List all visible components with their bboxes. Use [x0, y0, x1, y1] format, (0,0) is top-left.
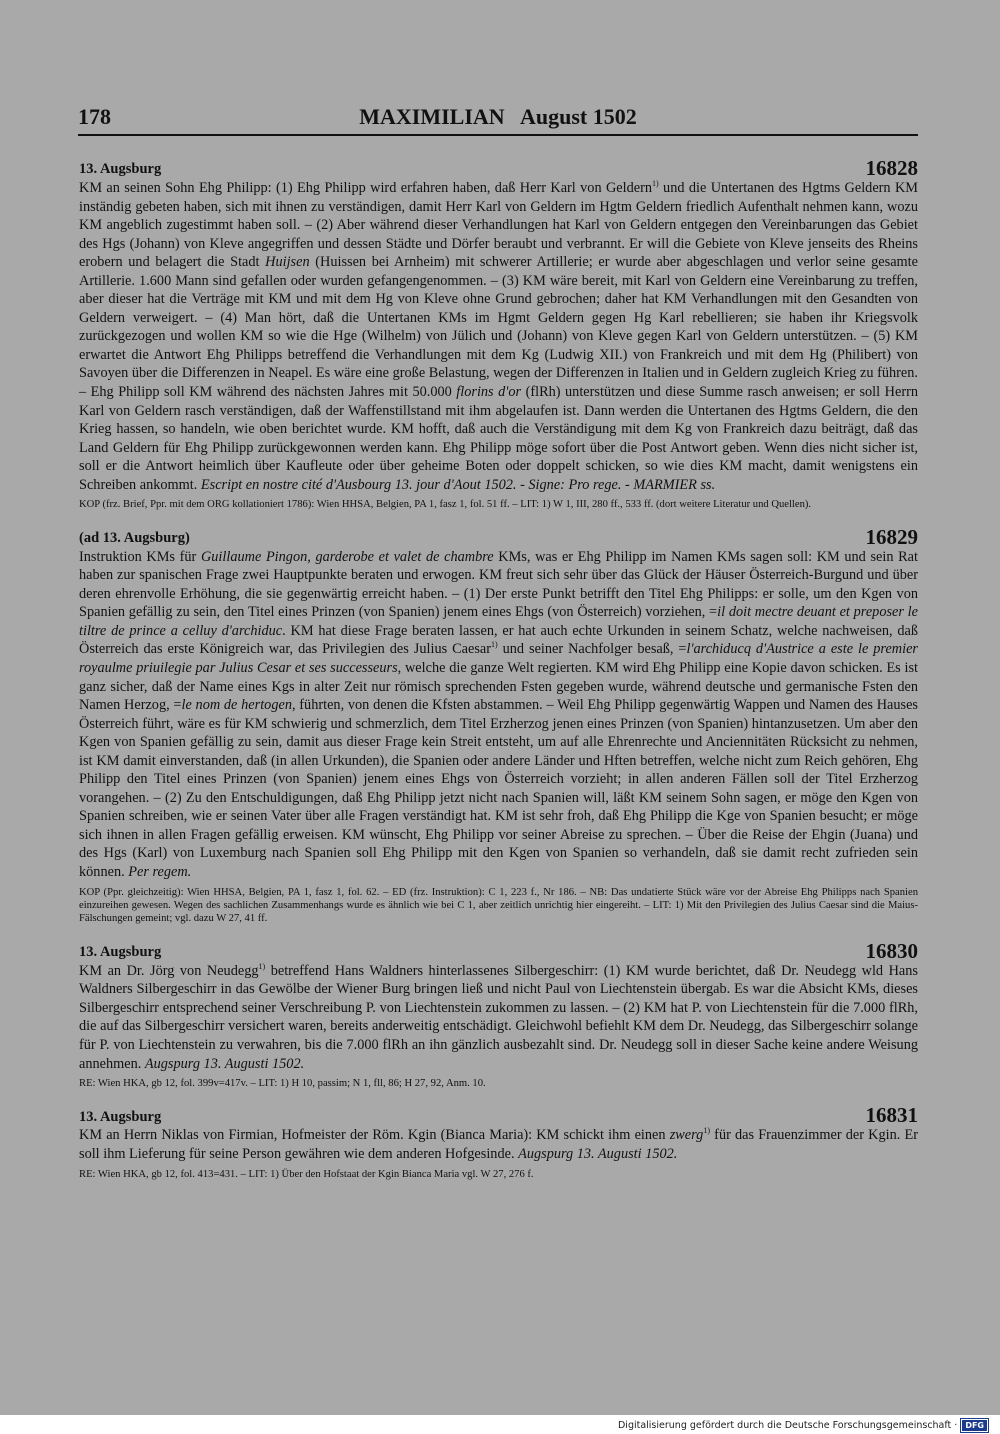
entry-heading — [79, 524, 918, 549]
entry-body: KM an Herrn Niklas von Firmian, Hofmeister der Röm. Kgin (Bianca Maria): KM schickt ihm einen zwerg$^{1)}$ für das Frauenzimmer der Kgin. Er soll ihm Lieferung für seine Person gewähren wie dem anderen Hofgesinde. Augspurg 13. Augusti 1502. — [79, 1126, 919, 1162]
entry-body: KM an Dr. Jörg von Neudegg$^{1)}$ betreffend Hans Waldners hinterlassenes Silbergeschirr: (1) KM wurde berichtet, daß Dr. Neudegg wld Hans Waldners Silbergeschirr in das Gewölbe der Wiener Burg bringen ließ und nicht Paul von Liechtenstein übergab. Es war die Absicht KMs, dieses Silbergeschirr entsprechend seiner Verschreibung P. von Liechtenstein zukommen zu lassen. – (2) KM hat P. von Liechtenstein für die 7.000 flRh, die auf das Silbergeschirr versichert waren, bereits anderweitig entschädigt. Gleichwohl befiehlt KM dem Dr. Neudegg, das Silbergeschirr solange für P. von Liechtenstein zu verwahren, bis die 7.000 flRh an ihn gänzlich ausbezahlt sind. Dr. Neudegg soll in dieser Sache keine andere Weisung annehmen. Augspurg 13. Augusti 1502. — [79, 962, 918, 1072]
entry-source-note: KOP (frz. Brief, Ppr. mit dem ORG kollationiert 1786): Wien HHSA, Belgien, PA 1, fasz 1, fol. 51 ff. – LIT: 1) W 1, III, 280 ff., 533 ff. (dort weitere Literatur und Quellen). — [79, 499, 812, 511]
entry-number: 16831 — [865, 1103, 918, 1128]
page-number: 178 — [78, 104, 111, 129]
entry-number: 16829 — [865, 524, 918, 549]
footer-credit — [618, 1418, 988, 1432]
entry-date-place: 13. Augsburg — [79, 161, 162, 178]
regest-entry — [79, 524, 918, 926]
regest-entry — [79, 1105, 918, 1181]
running-title: MAXIMILIAN August 1502 — [359, 104, 637, 129]
entry-source-note: KOP (Ppr. gleichzeitig): Wien HHSA, Belgien, PA 1, fasz 1, fol. 62. – ED (frz. Instruktion): C 1, 223 f., Nr 186. – NB: Das undatierte Stück wäre vor der Abreise Ehg Philipps nach Spanien einzureihen gewesen. Wegen des sachlichen Zusammenhangs wurde es ähnlich wie bei C 1, aber zeitlich unrichtig hier eingereiht. – LIT: 1) Mit den Privilegien des Julius Caesar sind die Maius-Fälschungen gemeint; vgl. dazu W 27, 41 ff. — [79, 886, 918, 925]
entry-date-place: 13. Augsburg — [79, 944, 162, 961]
regesta-entries — [79, 158, 918, 1196]
credit-text: Digitalisierung gefördert durch die Deutsche Forschungsgemeinschaft · — [617, 1419, 958, 1431]
entry-heading — [79, 938, 918, 963]
entry-number: 16828 — [865, 156, 918, 180]
regest-entry — [79, 938, 918, 1091]
entry-body: KM an seinen Sohn Ehg Philipp: (1) Ehg Philipp wird erfahren haben, daß Herr Karl von Geldern$^{1)}$ und die Untertanen des Hgtms Geldern KM inständig gebeten haben, sich mit ihnen zu verständigen, damit Herr Karl von Geldern im Hgtm Geldern friedlich Aufenthalt nehmen kann, wozu KM angeblich zugestimmt haben soll. – (2) Aber während dieser Verhandlungen hat Karl von Geldern entgegen den Vereinbarungen das Gebiet des Hgs (Johann) von Kleve angegriffen und dessen Städte und Dörfer beraubt und verbrannt. Er will die Gebiete von Kleve jenseits des Rheins erobern und belagert die Stadt Huijsen (Huissen bei Arnheim) mit schwerer Artillerie; er wurde aber abgeschlagen und verlor seine gesamte Artillerie. 1.600 Mann sind gefallen oder wurden gefangengenommen. – (3) KM wäre bereit, mit Karl von Geldern eine Vereinbarung zu treffen, aber dieser hat die Verträge mit KM und mit dem Hg von Kleve ohne Grund gebrochen; daher hat KM Verhandlungen mit den Gesandten von Geldern verweigert. – (4) Man hört, daß die Untertanen KMs im Hgmt Geldern gegen Hg Karl rebellieren; sie haben ihr Kriegsvolk zurückgezogen und wollen KM so wie die Hge (Wilhelm) von Jülich und (Johann) von Kleve gegen Karl von Geldern unterstützen. – (5) KM erwartet die Antwort Ehg Philipps betreffend die Verhandlungen mit dem Kg (Ludwig XII.) von Frankreich und mit dem Hg (Philibert) von Savoyen über die Differenzen in Neapel. Es wäre eine große Belastung, wegen der Differenzen in Italien und in Geldern zugleich Krieg zu führen. – Ehg Philipp soll KM während des nächsten Jahres mit 50.000 florins d'or (flRh) unterstützen und diese Summe rasch anweisen; er soll Herrn Karl von Geldern rasch verständigen, daß der Waffenstillstand mit ihm abgelaufen ist. Dann werden die Untertanen des Hgtms Geldern, die den Krieg hassen, so handeln, wie oben berichtet wurde. KM hofft, daß auch die Verständigung mit dem Kg von Frankreich dazu beiträgt, daß das Land Geldern für Ehg Philipp zurückgewonnen werden kann. Ehg Philipp möge sofort über die Post Antwort geben. Wenn dies nicht sicher ist, soll er die Antwort heimlich über Kaufleute oder über geheime Boten oder doppelt schicken, so wie dies KM macht, damit wenigstens ein Schreiben ankommt. Escript en nostre cité d'Ausbourg 13. jour d'Aout 1502. - Signe: Pro rege. - MARMIER ss. — [79, 179, 918, 493]
entry-heading — [79, 158, 918, 179]
page-header — [78, 104, 918, 136]
dfg-logo: DFG — [961, 1419, 988, 1432]
entry-source-note: RE: Wien HKA, gb 12, fol. 399v=417v. – LIT: 1) H 10, passim; N 1, fll, 86; H 27, 92, Anm. 10. — [79, 1078, 486, 1090]
entry-date-place: 13. Augsburg — [79, 1108, 162, 1125]
entry-source-note: RE: Wien HKA, gb 12, fol. 413=431. – LIT: 1) Über den Hofstaat der Kgin Bianca Maria vgl. W 27, 276 f. — [79, 1168, 534, 1180]
regest-entry — [79, 158, 918, 512]
entry-number: 16830 — [865, 938, 918, 963]
entry-date-place: (ad 13. Augsburg) — [79, 530, 190, 547]
entry-body: Instruktion KMs für Guillaume Pingon, garderobe et valet de chambre KMs, was er Ehg Philipp im Namen KMs sagen soll: KM und sein Rat haben zur spanischen Frage zwei Hauptpunkte beraten und erwogen. KM freut sich sehr über das Glück der Häuser Österreich-Burgund und über deren ehrenvolle Erhöhung, die sie gegenwärtig erreicht haben. – (1) Der erste Punkt betrifft den Titel Ehg Philipps: er solle, um den Kgen von Spanien gefällig zu sein, den Titel eines Prinzen (von Spanien) jenem eines Ehgs (von Österreich) vorziehen, =il doit mectre deuant et preposer le tiltre de prince a celluy d'archiduc. KM hat diese Frage beraten lassen, er hat auch echte Urkunden in seinem Schatz, welche nachweisen, daß Österreich das erste Königreich war, das Privilegien des Julius Caesar$^{1)}$ und seiner Nachfolger besaß, =l'archiducq d'Austrice a este le premier royaulme priuilegie par Julius Cesar et ses successeurs, welche die ganze Welt regierten. KM wird Ehg Philipp eine Kopie davon schicken. Es ist ganz sicher, daß der Name eines Kgs in alter Zeit nur römisch sprechenden Fsten gegeben wurde, während deutsche und germanische Fsten den Namen Herzog, =le nom de hertogen, führten, von denen die Kfsten abstammen. – Weil Ehg Philipp gegenwärtig Wappen und Namen des Hauses Österreich führt, wäre es für KM schwierig und schmerzlich, dem Titel Erzherzog jenen eines Prinzen (von Spanien) hintanzusetzen. Um aber den Kgen von Spanien gefällig zu sein, damit aus dieser Frage kein Streit entsteht, um auf alle Ehrenrechte und Anciennitäten Rücksicht zu nehmen, ist KM damit einverstanden, daß (in allen Urkunden), die Spanien oder andere Länder und Hften betreffen, welche nicht zum Reich gehören, Ehg Philipp den Titel eines Prinzen (von Spanien) jenem eines Ehgs von Österreich vorzieht; in allen anderen Fällen soll der Titel Erzherzog vorangehen. – (2) Zu den Entschuldigungen, daß Ehg Philipp jetzt nicht nach Spanien will, läßt KM seinem Sohn sagen, er möge den Kgen von Spanien schreiben, wie er seinen Vater über alle Fragen verständigt hat. KM ist sehr froh, daß Ehg Philipp die Kge von Spanien besucht; er möge sich ihnen in allen Fragen gefällig erweisen. KM wünscht, Ehg Philipp vor seiner Abreise zu sprechen. – Über die Reise der Ehgin (Juana) und des Hgs (Karl) von Luxemburg nach Spanien soll Ehg Philipp mit den Kgen von Spanien so verhandeln, daß sie damit recht zufrieden sein können. Per regem. — [79, 548, 918, 880]
entry-heading — [79, 1105, 918, 1126]
